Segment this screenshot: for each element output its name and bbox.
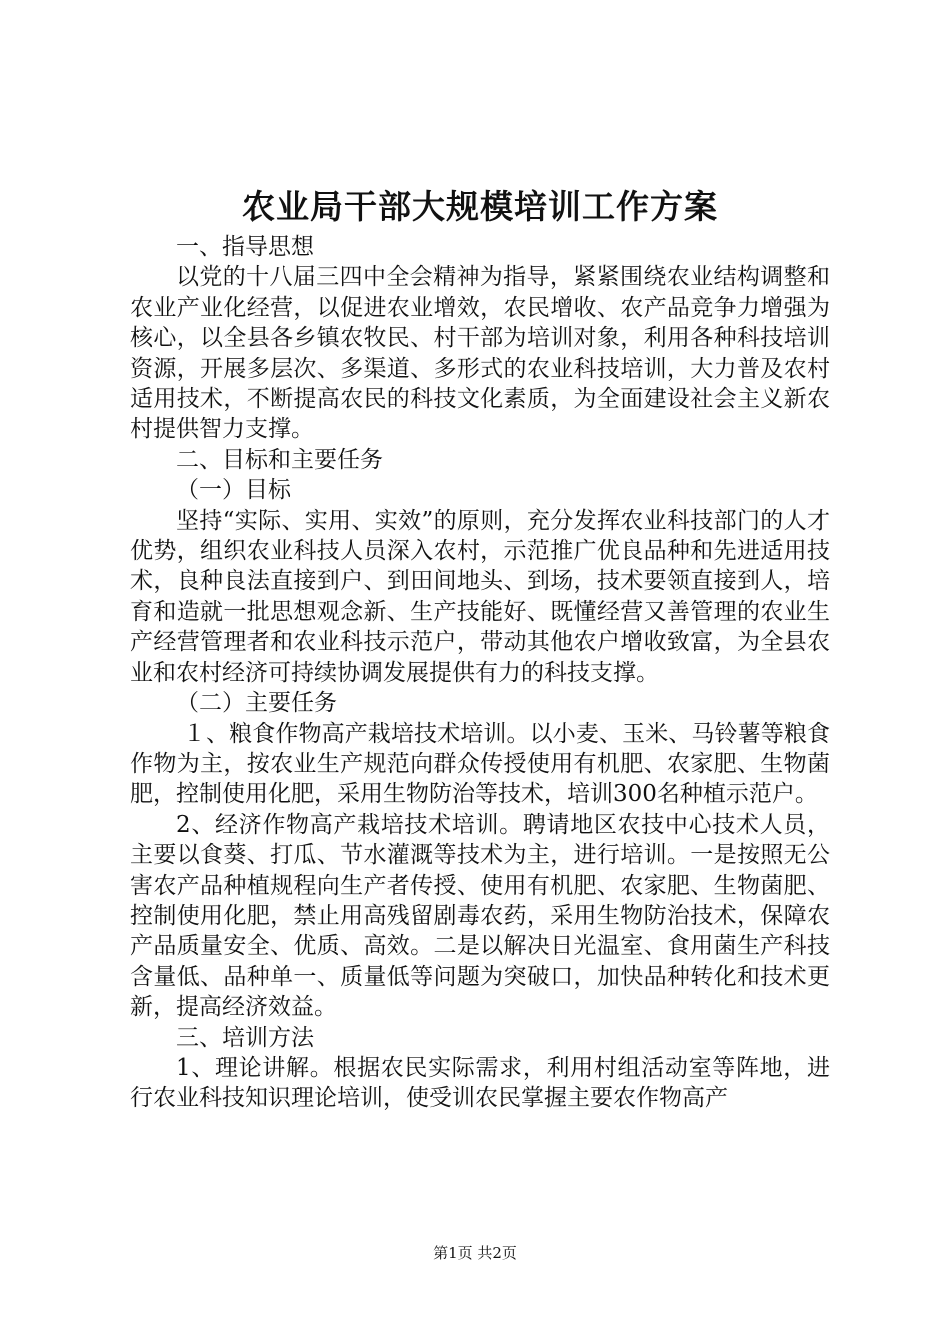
subheading-goals: （一）目标	[176, 477, 291, 504]
paragraph-theory-lecture: 1、理论讲解。根据农民实际需求，利用村组活动室等阵地，进行农业科技知识理论培训，使受训农民掌握主要农作物高产	[130, 1054, 830, 1112]
section-heading-goals-tasks: 二、目标和主要任务	[176, 446, 383, 473]
section-heading-training-methods: 三、培训方法	[176, 1024, 314, 1051]
subheading-main-tasks: （二）主要任务	[176, 690, 337, 717]
paragraph-guiding-ideology: 以党的十八届三四中全会精神为指导，紧紧围绕农业结构调整和农业产业化经营，以促进农业增效，农民增收、农产品竞争力增强为核心，以全县各乡镇农牧民、村干部为培训对象，利用各种科技培训资源，开展多层次、多渠道、多形式的农业科技培训，大力普及农村适用技术，不断提高农民的科技文化素质，为全面建设社会主义新农村提供智力支撑。	[130, 264, 830, 443]
section-heading-guiding-ideology: 一、指导思想	[176, 234, 314, 260]
document-page	[130, 182, 830, 1114]
paragraph-goals: 坚持“实际、实用、实效”的原则，充分发挥农业科技部门的人才优势，组织农业科技人员深入农村，示范推广优良品种和先进适用技术，良种良法直接到户、到田间地头、到场，技术要领直接到人，培育和造就一批思想观念新、生产技能好、既懂经营又善管理的农业生产经营管理者和农业科技示范户，带动其他农户增收致富，为全县农业和农村经济可持续协调发展提供有力的科技支撑。	[130, 507, 830, 686]
page-footer: 第1页 共2页	[433, 1244, 517, 1262]
paragraph-task-economic-crops: 2、经济作物高产栽培技术培训。聘请地区农技中心技术人员，主要以食葵、打瓜、节水灌溉等技术为主，进行培训。一是按照无公害农产品种植规程向生产者传授、使用有机肥、农家肥、生物菌肥、控制使用化肥，禁止用高残留剧毒农药，采用生物防治技术，保障农产品质量安全、优质、高效。二是以解决日光温室、食用菌生产科技含量低、品种单一、质量低等问题为突破口，加快品种转化和技术更新，提高经济效益。	[130, 811, 830, 1021]
document-title: 农业局干部大规模培训工作方案	[242, 187, 718, 226]
paragraph-task-grain: １、粮食作物高产栽培技术培训。以小麦、玉米、马铃薯等粮食作物为主，按农业生产规范向群众传授使用有机肥、农家肥、生物菌肥，控制使用化肥，采用生物防治等技术，培训300名种植示范户。	[130, 720, 830, 808]
